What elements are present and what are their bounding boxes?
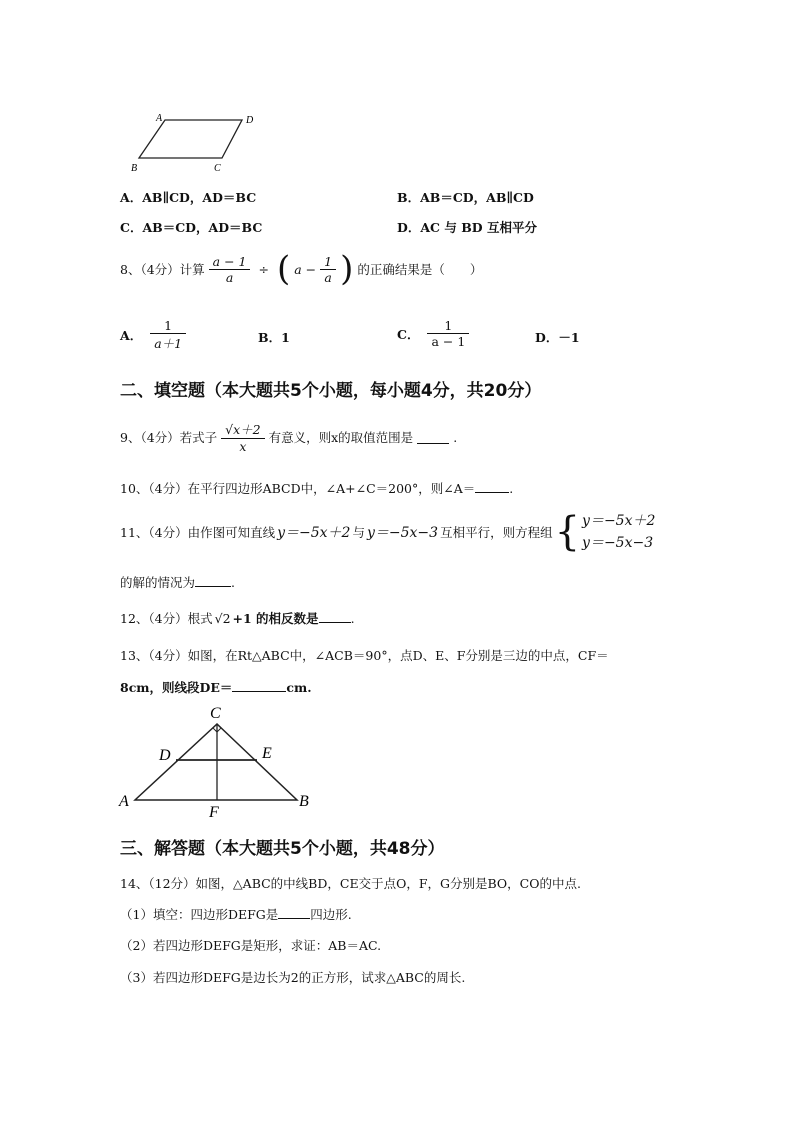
q8-prefix: 8、（4分）计算 <box>120 262 205 277</box>
section-2-heading: 二、填空题（本大题共5个小题，每小题4分，共20分） <box>120 381 542 401</box>
point-label-f: F <box>209 804 219 820</box>
q8-option-a-label: A． <box>120 328 143 343</box>
q9-answer-blank[interactable] <box>417 431 449 444</box>
q8-fraction-1-denominator: a <box>225 269 234 285</box>
q10-question <box>120 479 513 497</box>
q11-answer-blank[interactable] <box>195 574 231 587</box>
q8-right-paren: ) <box>340 249 354 289</box>
vertex-label-b: B <box>131 163 138 174</box>
q11-text-1: 11、（4分）由作图可知直线 <box>120 525 276 540</box>
q9-end: . <box>453 429 458 445</box>
q13-answer-blank[interactable] <box>232 679 286 692</box>
q14-stem: 14、（12分）如图，△ABC的中线BD，CE交于点O，F，G分别是BO，CO的中点. <box>120 876 581 891</box>
q14-part-1-blank[interactable] <box>278 906 310 919</box>
q8-paren-a: a − <box>294 261 317 277</box>
parallelogram-figure <box>125 108 265 178</box>
q13-line-2 <box>120 678 312 696</box>
q13-line-2-text: 8cm，则线段DE＝ <box>120 680 233 695</box>
q11-system-eq-1: y＝−5x＋2 <box>582 513 656 529</box>
q8-fraction-2-numerator: 1 <box>320 254 336 270</box>
q14-part-2: （2）若四边形DEFG是矩形，求证：AB＝AC. <box>120 938 382 953</box>
q8-fraction-1-numerator: a − 1 <box>209 254 251 270</box>
q11-line-2: y＝−5x−3 <box>366 525 439 541</box>
parallelogram-shape <box>139 120 242 158</box>
q8-fraction-2 <box>320 254 336 285</box>
q10-answer-blank[interactable] <box>475 480 509 493</box>
q8-option-a-fraction <box>150 318 186 352</box>
q8-option-a-denominator: a＋1 <box>154 336 183 351</box>
section-3-heading: 三、解答题（本大题共5个小题，共48分） <box>120 839 445 859</box>
q8-option-c-numerator: 1 <box>427 318 469 334</box>
triangle-figure <box>115 702 325 820</box>
q14-part-1 <box>120 905 352 923</box>
q9-prefix: 9、（4分）若式子 <box>120 430 218 445</box>
q12-suffix: +1 的相反数是 <box>232 611 319 626</box>
q8-option-b: B．1 <box>258 330 290 345</box>
vertex-label-d: D <box>246 115 254 126</box>
q11-text-3: 的解的情况为 <box>120 575 196 590</box>
q10-end: . <box>509 481 514 496</box>
q7-option-a: A．AB∥CD，AD＝BC <box>120 190 257 205</box>
q7-option-d: D．AC 与 BD 互相平分 <box>397 220 537 235</box>
point-label-a: A <box>119 793 129 810</box>
q10-text: 10、（4分）在平行四边形ABCD中，∠A+∠C＝200°，则∠A＝ <box>120 481 476 496</box>
q11-line-1: y＝−5x＋2 <box>277 525 351 541</box>
q11-question <box>120 510 655 554</box>
q7-option-c: C．AB＝CD，AD＝BC <box>120 220 263 235</box>
q12-root: √2 <box>214 611 231 626</box>
q11-and: 与 <box>352 525 365 540</box>
q13-line-1: 13、（4分）如图，在Rt△ABC中，∠ACB＝90°，点D、E、F分别是三边的中点，CF＝ <box>120 648 609 663</box>
q9-suffix: 有意义，则x的取值范围是 <box>268 430 414 445</box>
q11-system <box>582 510 655 554</box>
q9-question <box>120 420 457 454</box>
q11-text-2: 互相平行，则方程组 <box>440 525 553 540</box>
vertex-label-a: A <box>156 113 163 124</box>
q8-option-c-denominator: a − 1 <box>431 334 466 349</box>
q8-fraction-1 <box>209 254 251 285</box>
q12-prefix: 12、（4分）根式 <box>120 611 213 626</box>
q9-denominator: x <box>239 439 247 454</box>
q12-question <box>120 609 355 627</box>
q9-fraction <box>221 420 264 454</box>
q8-option-a-numerator: 1 <box>150 318 186 334</box>
q11-end: . <box>231 575 235 590</box>
q12-answer-blank[interactable] <box>319 610 351 623</box>
q8-divide-sign: ÷ <box>258 261 269 277</box>
q12-end: . <box>350 611 355 626</box>
q8-option-c <box>397 318 469 349</box>
q8-suffix: 的正确结果是（ ） <box>357 262 483 277</box>
q8-option-d: D．－1 <box>535 330 580 345</box>
q11-system-brace: { <box>554 509 581 555</box>
point-label-b: B <box>299 793 309 810</box>
point-label-c: C <box>210 705 221 722</box>
q11-continuation <box>120 573 235 591</box>
q9-numerator: √x＋2 <box>221 420 264 439</box>
point-label-e: E <box>262 745 272 762</box>
q7-option-b: B．AB＝CD，AB∥CD <box>397 190 534 205</box>
q14-part-1-text: （1）填空：四边形DEFG是 <box>120 907 279 922</box>
q8-left-paren: ( <box>276 249 291 289</box>
q14-part-3: （3）若四边形DEFG是边长为2的正方形，试求△ABC的周长. <box>120 970 466 985</box>
q8-question <box>120 249 483 289</box>
q14-part-1-end: 四边形. <box>310 907 352 922</box>
q8-fraction-2-denominator: a <box>324 269 332 285</box>
q8-option-c-label: C． <box>397 326 420 342</box>
q13-line-2-unit: cm. <box>286 680 312 695</box>
vertex-label-c: C <box>214 163 221 174</box>
q11-system-eq-2: y＝−5x−3 <box>582 535 654 551</box>
q8-option-a <box>120 318 186 352</box>
q8-option-c-fraction <box>427 318 469 349</box>
point-label-d: D <box>159 747 171 764</box>
